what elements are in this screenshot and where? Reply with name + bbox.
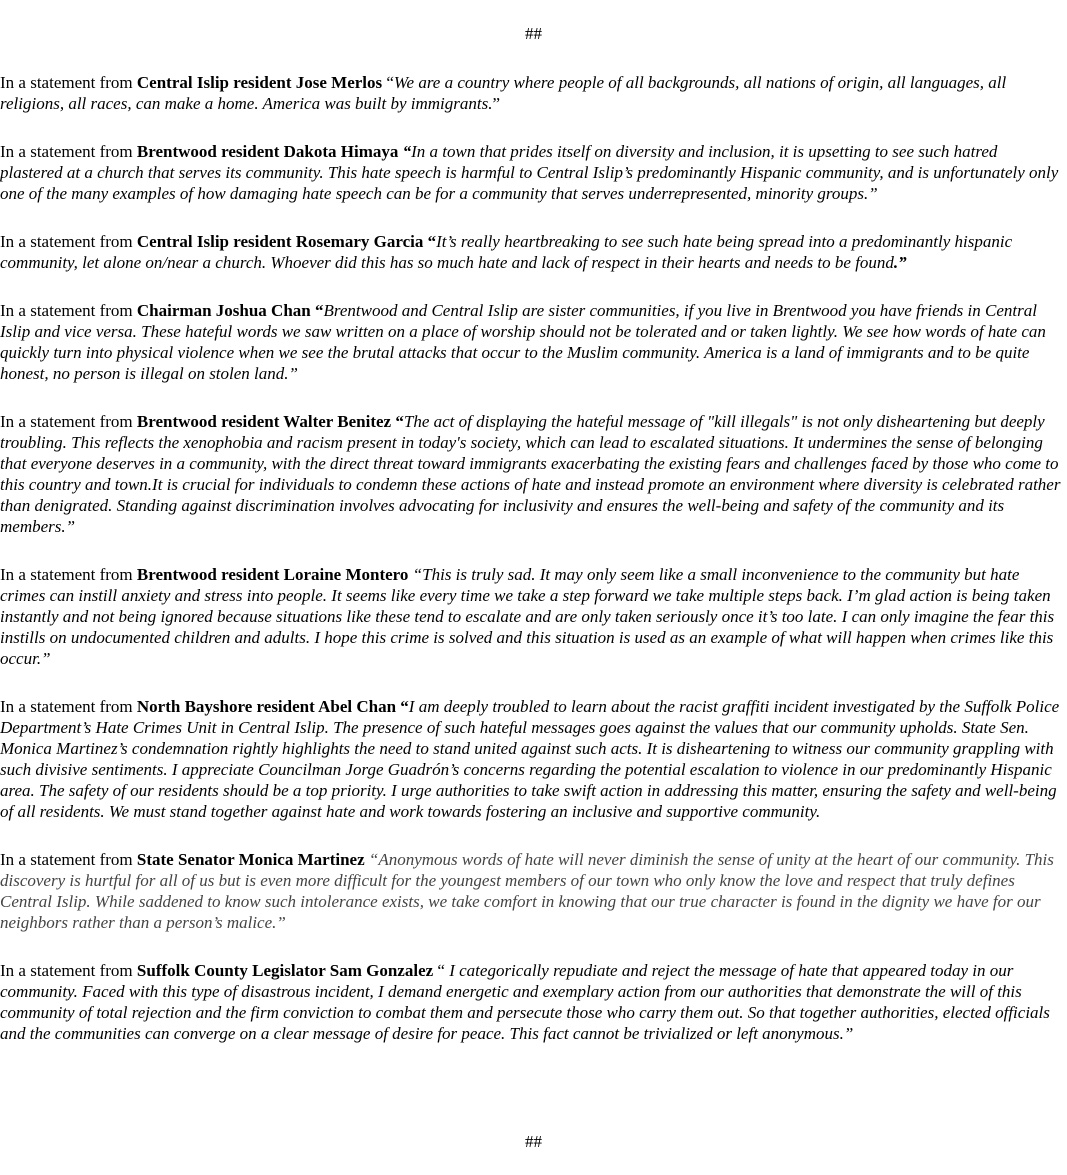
open-quote-mark: “ bbox=[408, 565, 423, 584]
statement-intro: In a statement from bbox=[0, 301, 137, 320]
top-section-marker: ## bbox=[525, 24, 542, 43]
statement-intro: In a statement from bbox=[0, 412, 137, 431]
close-quote-mark: ” bbox=[492, 94, 501, 113]
statement-intro: In a statement from bbox=[0, 850, 137, 869]
statement-loraine-montero bbox=[0, 564, 1062, 669]
statement-monica-martinez bbox=[0, 849, 1062, 933]
bottom-section-marker: ## bbox=[525, 1132, 542, 1151]
close-quote-mark: ” bbox=[288, 364, 298, 383]
speaker-name: Brentwood resident Walter Benitez bbox=[136, 412, 392, 431]
open-quote-mark: “ bbox=[310, 301, 324, 320]
speaker-name: Suffolk County Legislator Sam Gonzalez bbox=[136, 961, 434, 980]
statement-intro: In a statement from bbox=[0, 961, 137, 980]
open-quote-mark: “ bbox=[398, 142, 412, 161]
open-quote-mark: “ bbox=[391, 412, 404, 431]
statement-quote: I am deeply troubled to learn about the racist graffiti incident investigated by the Suffolk Police Department’s Hate Crimes Unit in Central Islip. The presence of such hateful messages goes against the values that our community upholds. State Sen. Monica Martinez’s condemnation rightly highlights the need to stand united against such acts. It is disheartening to witness our community grappling with such divisive sentiments. I appreciate Councilman Jorge Guadrón’s concerns regarding the potential escalation to violence in our predominantly Hispanic area. The safety of our residents should be a top priority. I urge authorities to take swift action in addressing this matter, ensuring the safety and well-being of all residents. We must stand together against hate and work towards fostering an inclusive and supportive community. bbox=[0, 697, 1060, 821]
statement-rosemary-garcia bbox=[0, 231, 1062, 273]
close-quote-mark: ” bbox=[843, 1024, 854, 1043]
statement-intro: In a statement from bbox=[0, 697, 137, 716]
statement-walter-benitez bbox=[0, 411, 1062, 537]
statement-quote: We are a country where people of all backgrounds, all nations of origin, all languages, all religions, all races, can make a home. America was built by immigrants. bbox=[0, 73, 1007, 113]
statement-sam-gonzalez bbox=[0, 960, 1062, 1044]
open-quote-mark: “ bbox=[364, 850, 379, 869]
speaker-name: Central Islip resident Rosemary Garcia bbox=[136, 232, 424, 251]
speaker-name: State Senator Monica Martinez bbox=[136, 850, 365, 869]
statement-joshua-chan bbox=[0, 300, 1062, 384]
statement-quote: Anonymous words of hate will never diminish the sense of unity at the heart of our community. This discovery is hurtful for all of us but is even more difficult for the youngest members of our town who only know the love and respect that truly defines Central Islip. While saddened to know such intolerance exists, we take comfort in knowing that our true character is found in the dignity we have for our neighbors rather than a person’s malice. bbox=[0, 850, 1054, 932]
open-quote-mark: “ bbox=[396, 697, 409, 716]
speaker-name: North Bayshore resident Abel Chan bbox=[136, 697, 397, 716]
close-quote-mark: ” bbox=[41, 649, 51, 668]
close-quote-mark: ” bbox=[868, 184, 878, 203]
statement-quote: It’s really heartbreaking to see such hate being spread into a predominantly hispanic community, let alone on/near a church. Whoever did this has so much hate and lack of respect in their hearts and needs to be found bbox=[0, 232, 1013, 272]
statement-intro: In a statement from bbox=[0, 565, 137, 584]
statements-list bbox=[0, 72, 1062, 1071]
statement-quote: Brentwood and Central Islip are sister communities, if you live in Brentwood you have friends in Central Islip and vice versa. These hateful words we saw written on a place of worship should not be tolerated and or taken lightly. We see how words of hate can quickly turn into physical violence when we see the brutal attacks that occur to the Muslim community. America is a land of immigrants and to be quite honest, no person is illegal on stolen land. bbox=[0, 301, 1046, 383]
statement-quote: In a town that prides itself on diversity and inclusion, it is upsetting to see such hatred plastered at a church that serves its community. This hate speech is harmful to Central Islip’s predominantly Hispanic community, and is unfortunately only one of the many examples of how damaging hate speech can be for a community that serves underrepresented, minority groups. bbox=[0, 142, 1059, 203]
close-quote-mark: .” bbox=[893, 253, 907, 272]
close-quote-mark: ” bbox=[276, 913, 286, 932]
statement-intro: In a statement from bbox=[0, 73, 137, 92]
statement-abel-chan bbox=[0, 696, 1062, 822]
speaker-name: Brentwood resident Loraine Montero bbox=[136, 565, 409, 584]
open-quote-mark: “ bbox=[382, 73, 394, 92]
speaker-name: Chairman Joshua Chan bbox=[136, 301, 311, 320]
statement-intro: In a statement from bbox=[0, 232, 137, 251]
close-quote-mark: ” bbox=[65, 517, 76, 536]
open-quote-mark: “ bbox=[433, 961, 450, 980]
statement-dakota-himaya bbox=[0, 141, 1062, 204]
statement-quote: This is truly sad. It may only seem like a small inconvenience to the community but hate crimes can instill anxiety and stress into people. It seems like every time we take a step forward we take multiple steps back. I’m glad action is being taken instantly and not being ignored because situations like these tend to escalate and are only taken seriously once it’s too late. I can only imagine the fear this instills on undocumented children and adults. I hope this crime is solved and this situation is used as an example of what will happen when crimes like this occur. bbox=[0, 565, 1055, 668]
speaker-name: Brentwood resident Dakota Himaya bbox=[136, 142, 399, 161]
statement-jose-merlos bbox=[0, 72, 1062, 114]
statement-quote: I categorically repudiate and reject the message of hate that appeared today in our community. Faced with this type of disastrous incident, I demand energetic and exemplary action from our authorities that demonstrate the will of this community of total rejection and the firm conviction to combat them and persecute those who carry them out. So that together authorities, elected officials and the communities can converge on a clear message of desire for peace. This fact cannot be trivialized or left anonymous. bbox=[0, 961, 1050, 1043]
statement-intro: In a statement from bbox=[0, 142, 137, 161]
open-quote-mark: “ bbox=[423, 232, 437, 251]
speaker-name: Central Islip resident Jose Merlos bbox=[136, 73, 383, 92]
statement-quote: The act of displaying the hateful message of "kill illegals" is not only disheartening but deeply troubling. This reflects the xenophobia and racism present in today's society, which can lead to escalated situations. It undermines the sense of belonging that everyone deserves in a community, with the direct threat toward immigrants exacerbating the existing fears and challenges faced by those who come to this country and town.It is crucial for individuals to condemn these actions of hate and instead promote an environment where diversity is celebrated rather than denigrated. Standing against discrimination involves advocating for inclusivity and ensures the well-being and safety of the community and its members. bbox=[0, 412, 1061, 536]
